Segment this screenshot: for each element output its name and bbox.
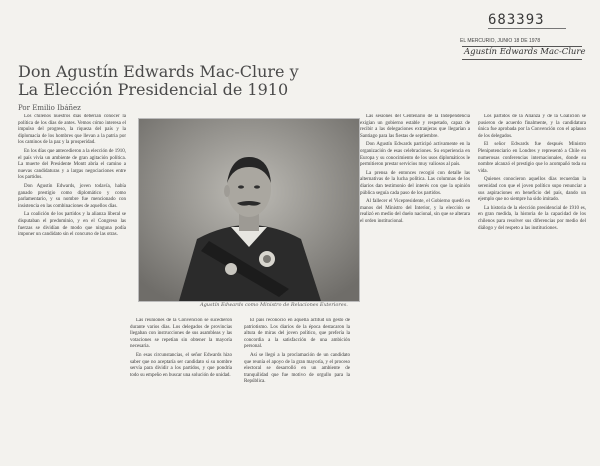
publication-date: EL MERCURIO, JUNIO 18 DE 1978 (460, 38, 541, 44)
paragraph: En los días que antecedieron a la elección de 1910, el país vivía un ambiente de gran agitación política. La muerte del Presidente Montt abría el camino a nuevas candidaturas y a largas negociaciones entre los partidos. (18, 148, 126, 181)
article-column-2-lower (130, 318, 232, 458)
paragraph: Las reuniones de la Convención se sucedieron durante varios días. Los delegados de provincias llegaban con instrucciones de sus asambleas y las votaciones se repetían sin obtener la mayoría necesaria. (130, 318, 232, 350)
article-title-line2: La Elección Presidencial de 1910 (18, 80, 289, 99)
portrait-photo (138, 118, 360, 302)
paragraph: Don Agustín Edwards, joven todavía, había ganado prestigio como diplomático y como parlamentario, y su nombre fue mencionado con insistencia en las combinaciones de aquellos días. (18, 183, 126, 209)
article-column-1 (18, 114, 126, 458)
portrait-image (139, 119, 359, 301)
paragraph: La prensa de entonces recogió con detalle las alternativas de la lucha política. Las columnas de los diarios dan testimonio del interés con que la opinión pública seguía cada paso de los partidos. (360, 170, 470, 196)
stamp-underline (488, 28, 566, 29)
paragraph: Al fallecer el Vicepresidente, el Gobierno quedó en manos del Ministro del Interior, y la elección se realizó en medio del duelo nacional, sin que se alterara el orden institucional. (360, 199, 470, 224)
article-title-line1: Don Agustín Edwards Mac-Clure y (18, 62, 299, 81)
paragraph: En esas circunstancias, el señor Edwards hizo saber que no aceptaría ser candidato si su nombre servía para dividir a los partidos, y que pondría todo su empeño en buscar una solución de unidad. (130, 352, 232, 378)
paragraph: Así se llegó a la proclamación de un candidato que reunía el apoyo de la gran mayoría, y el proceso electoral se desarrolló en un ambiente de tranquilidad que fue motivo de orgullo para la República. (244, 352, 350, 385)
paragraph: Los chilenos nuestros días deberían conocer la política de los días de antes. Vemos cómo interesa el impulso del progreso, la riqueza del país y la diplomacia de los hombres que llevan a la patria por los caminos de la paz y la prosperidad. (18, 114, 126, 146)
paragraph: Don Agustín Edwards participó activamente en la organización de esas celebraciones. Su experiencia en Europa y su conocimiento de los usos diplomáticos le permitieron prestar servicios muy valiosos al país. (360, 142, 470, 168)
article-byline: Por Emilio Ibáñez (18, 104, 81, 112)
photo-caption: Agustín Edwards como Ministro de Relaciones Exteriores. (200, 302, 348, 308)
archive-stamp: 683393 (488, 12, 545, 28)
paragraph: La historia de la elección presidencial de 1910 es, en gran medida, la historia de la capacidad de los chilenos para resolver sus diferencias por medio del diálogo y del respeto a las instituciones. (478, 205, 586, 231)
section-heading: Agustín Edwards Mac-Clure (464, 47, 586, 57)
paragraph: Quienes conocieron aquellos días recuerdan la serenidad con que el joven político supo renunciar a sus aspiraciones en beneficio del país, dando un ejemplo que no siempre ha sido imitado. (478, 177, 586, 203)
article-column-5 (478, 114, 586, 458)
article-column-4 (360, 114, 470, 458)
article-column-3 (244, 318, 350, 458)
paragraph: El señor Edwards fue después Ministro Plenipotenciario en Londres y representó a Chile en numerosas conferencias internacionales, donde su nombre alcanzó el prestigio que lo acompañó toda su vida. (478, 142, 586, 174)
paragraph: Las sesiones del Centenario de la Independencia exigían un gobierno estable y respetado, capaz de recibir a las delegaciones extranjeras que llegarían a Santiago para las fiestas de septiembre. (360, 114, 470, 139)
paragraph: Los partidos de la Alianza y de la Coalición se pusieron de acuerdo finalmente, y la candidatura única fue aprobada por la Convención con el aplauso de los delegados. (478, 114, 586, 139)
paragraph: El país reconoció en aquella actitud un gesto de patriotismo. Los diarios de la época destacaron la altura de miras del joven político, que prefería la concordia a la satisfacción de una ambición personal. (244, 318, 350, 350)
paragraph: La coalición de los partidos y la alianza liberal se disputaban el predominio, y en el Congreso las fuerzas se dividían de modo que ninguna podía imponer un candidato sin el concurso de las otras. (18, 212, 126, 238)
